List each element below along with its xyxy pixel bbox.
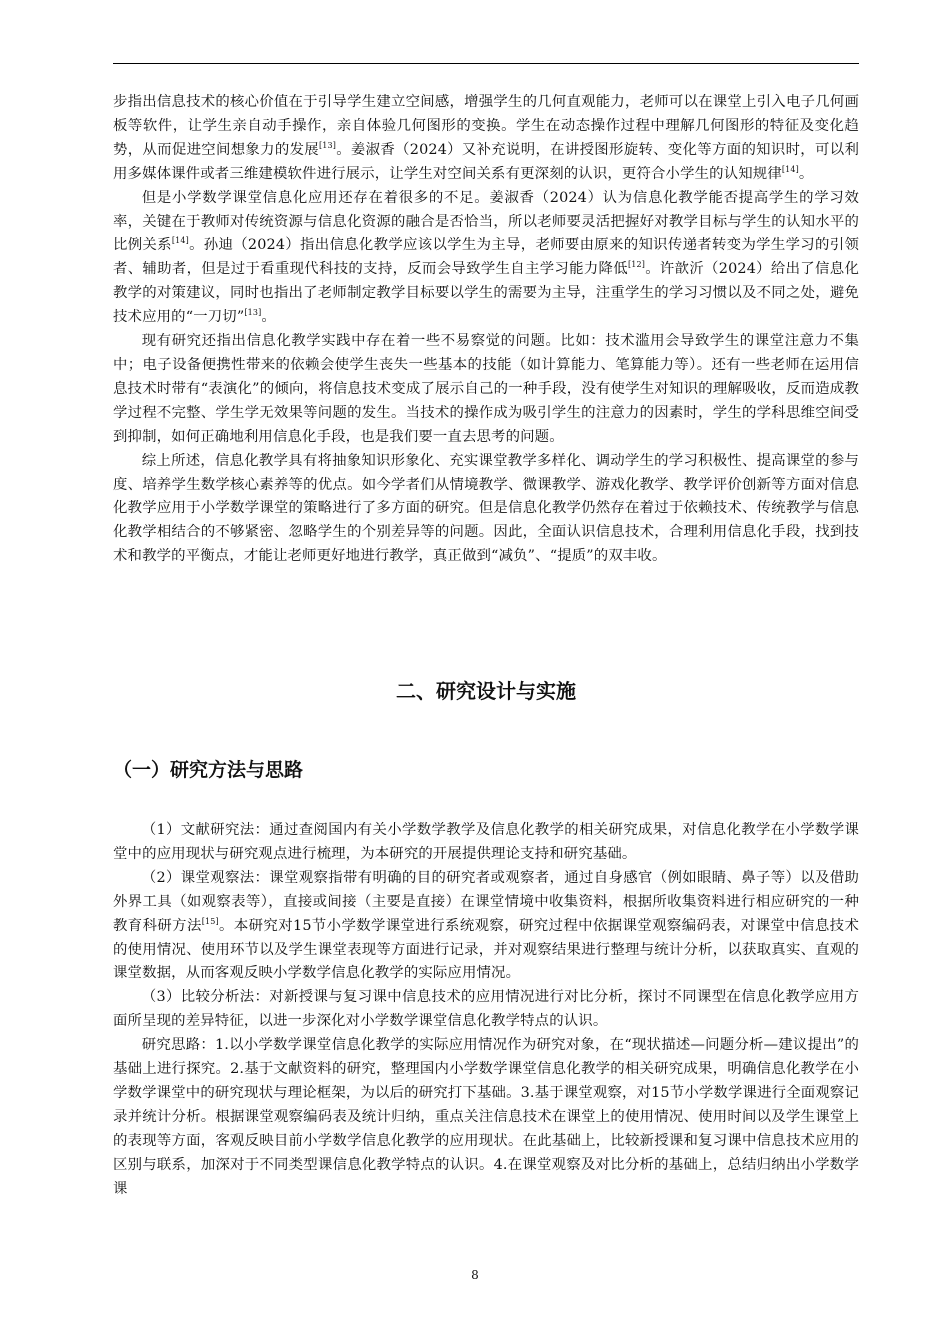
paragraph-text: （3）比较分析法：对新授课与复习课中信息技术的应用情况进行对比分析，探讨不同课型在信息化教学应用方面所呈现的差异特征，以进一步深化对小学数学课堂信息化教学特点的认识。 [113, 989, 859, 1030]
body-text-top [113, 91, 859, 569]
citation-ref: [13] [244, 308, 262, 318]
paragraph-text: 研究思路：1.以小学数学课堂信息化教学的实际应用情况作为研究对象，在“现状描述—问题分析—建议提出”的基础上进行探究。2.基于文献资料的研究，整理国内小学数学课堂信息化教学的相关研究成果，明确信息化教学在小学数学课堂中的研究现状与理论框架，为以后的研究打下基础。3.基于课堂观察，对15节小学数学课进行全面观察记录并统计分析。根据课堂观察编码表及统计归纳，重点关注信息技术在课堂上的使用情况、使用时间以及学生课堂上的表现等方面，客观反映目前小学数学信息化教学的应用现状。在此基础上，比较新授课和复习课中信息技术应用的区别与联系，加深对于不同类型课信息化教学特点的认识。4.在课堂观察及对比分析的基础上，总结归纳出小学数学课 [113, 1037, 859, 1197]
paragraph-text: 。 [261, 309, 276, 326]
body-paragraph [113, 91, 859, 187]
paragraph-text: 。孙迪（2024）指出信息化教学应该以学生为主导，老师要由原来的知识传递者转变为学生学习的引领者、辅助者，但是过于看重现代科技的支持，反而会导致学生自主学习能力降低 [113, 237, 859, 278]
subsection-heading: （一）研究方法与思路 [113, 759, 304, 781]
body-text-bottom [113, 819, 859, 1202]
body-paragraph [113, 187, 859, 330]
header-rule [113, 63, 859, 64]
body-paragraph [113, 819, 859, 867]
body-paragraph [113, 867, 859, 987]
paragraph-text: 步指出信息技术的核心价值在于引导学生建立空间感，增强学生的几何直观能力，老师可以在课堂上引入电子几何画板等软件，让学生亲自动手操作，亲自体验几何图形的变换。学生在动态操作过程中理解几何图形的特征及变化趋势，从而促进空间想象力的发展 [113, 94, 859, 158]
citation-ref: [14] [171, 236, 189, 246]
paragraph-text: （2）课堂观察法：课堂观察指带有明确的目的研究者或观察者，通过自身感官（例如眼睛、鼻子等）以及借助外界工具（如观察表等），直接或间接（主要是直接）在课堂情境中收集资料，根据所收集资料进行相应研究的一种教育科研方法 [113, 869, 859, 934]
page-number: 8 [471, 1268, 479, 1282]
citation-ref: [15] [201, 916, 219, 926]
paragraph-text: 现有研究还指出信息化教学实践中存在着一些不易察觉的问题。比如：技术滥用会导致学生的课堂注意力不集中；电子设备便携性带来的依赖会使学生丧失一些基本的技能（如计算能力、笔算能力等）。还有一些老师在运用信息技术时带有“表演化”的倾向，将信息技术变成了展示自己的一种手段，没有使学生对知识的理解吸收，反而造成教学过程不完整、学生学无效果等问题的发生。当技术的操作成为吸引学生的注意力的因素时，学生的学科思维空间受到抑制，如何正确地利用信息化手段，也是我们要一直去思考的问题。 [113, 333, 859, 445]
body-paragraph [113, 1034, 859, 1201]
section-heading: 二、研究设计与实施 [396, 679, 576, 703]
body-paragraph [113, 330, 859, 450]
paragraph-text: （1）文献研究法：通过查阅国内有关小学数学教学及信息化教学的相关研究成果，对信息化教学在小学数学课堂中的应用现状与研究观点进行梳理，为本研究的开展提供理论支持和研究基础。 [113, 822, 859, 862]
paragraph-text: 。 [798, 165, 814, 182]
citation-ref: [14] [781, 164, 799, 174]
paragraph-text: 。许歆沂（2024）给出了信息化教学的对策建议，同时也指出了老师制定教学目标要以学生的需要为主导，注重学生的学习习惯以及不同之处，避免技术应用的“一刀切” [113, 261, 859, 326]
citation-ref: [13] [319, 140, 337, 150]
paragraph-text: 但是小学数学课堂信息化应用还存在着很多的不足。姜淑香（2024）认为信息化教学能否提高学生的学习效率，关键在于教师对传统资源与信息化资源的融合是否恰当，所以老师要灵活把握好对教学目标与学生的认知水平的比例关系 [113, 189, 859, 254]
body-paragraph [113, 986, 859, 1034]
paragraph-text: 。本研究对15节小学数学课堂进行系统观察，研究过程中依据课堂观察编码表，对课堂中信息技术的使用情况、使用环节以及学生课堂表现等方面进行记录，并对观察结果进行整理与统计分析，以获取真实、直观的课堂数据，从而客观反映小学数学信息化教学的实际应用情况。 [113, 917, 859, 982]
page-body [113, 91, 859, 1197]
paragraph-text: 综上所述，信息化教学具有将抽象知识形象化、充实课堂教学多样化、调动学生的学习积极性、提高课堂的参与度、培养学生数学核心素养等的优点。如今学者们从情境教学、微课教学、游戏化教学、教学评价创新等方面对信息化教学应用于小学数学课堂的策略进行了多方面的研究。但是信息化教学仍然存在着过于依赖技术、传统教学与信息化教学相结合的不够紧密、忽略学生的个别差异等的问题。因此，全面认识信息技术，合理利用信息化手段，找到技术和教学的平衡点，才能让老师更好地进行教学，真正做到“减负”、“提质”的双丰收。 [113, 452, 859, 565]
paragraph-text: 。姜淑香（2024）又补充说明，在讲授图形旋转、变化等方面的知识时，可以利用多媒体课件或者三维建模软件进行展示，让学生对空间关系有更深刻的认识，更符合小学生的认知规律 [113, 141, 859, 182]
body-paragraph [113, 450, 859, 570]
citation-ref: [12] [628, 260, 646, 270]
